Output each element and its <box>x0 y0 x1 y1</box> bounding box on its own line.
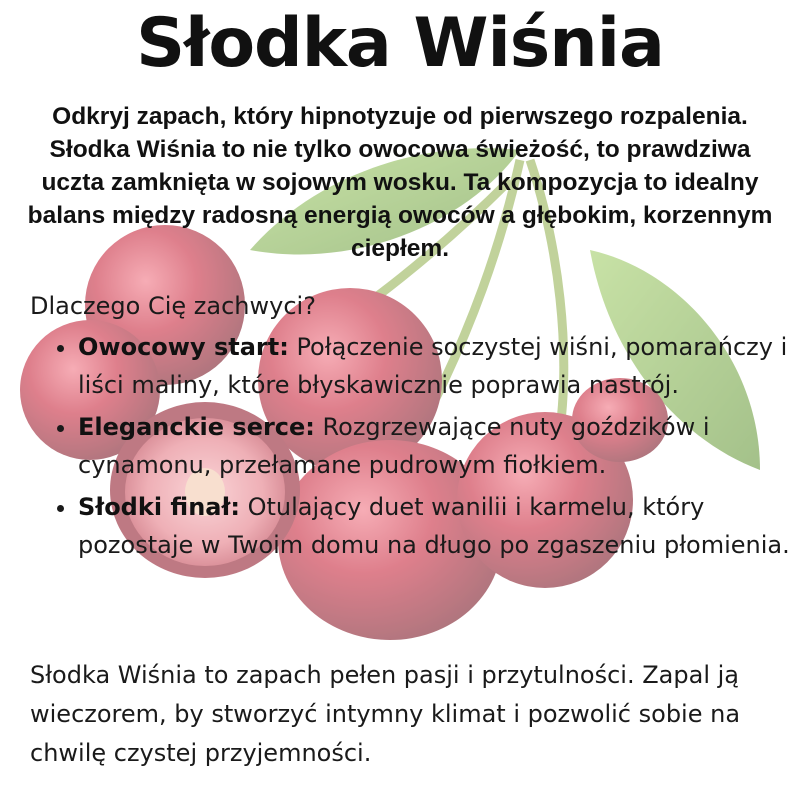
list-item-text: Otulający duet wanilii i karmelu, który pozostaje w Twoim domu na długo po zgaszeniu płomienia. <box>78 493 790 559</box>
list-item <box>78 408 798 484</box>
list-item-label: Słodki finał: <box>78 493 240 521</box>
page-title: Słodka Wiśnia <box>136 4 664 83</box>
list-item-text: Rozgrzewające nuty goździków i cynamonu, przełamane pudrowym fiołkiem. <box>78 413 710 479</box>
closing-paragraph: Słodka Wiśnia to zapach pełen pasji i przytulności. Zapal ją wieczorem, by stworzyć intymny klimat i pozwolić sobie na chwilę czystej przyjemności. <box>30 661 741 767</box>
section-heading: Dlaczego Cię zachwyci? <box>30 292 316 320</box>
intro-paragraph: Odkryj zapach, który hipnotyzuje od pierwszego rozpalenia. Słodka Wiśnia to nie tylko owocowa świeżość, to prawdziwa uczta zamknięta w sojowym wosku. Ta kompozycja to idealny balans między radosną energią owoców a głębokim, korzennym ciepłem. <box>27 103 773 262</box>
features-list <box>54 328 798 568</box>
list-item-text: Połączenie soczystej wiśni, pomarańczy i liści maliny, które błyskawicznie poprawia nastrój. <box>78 333 788 399</box>
list-item <box>78 328 798 404</box>
list-item-label: Owocowy start: <box>78 333 289 361</box>
list-item-label: Eleganckie serce: <box>78 413 315 441</box>
list-item <box>78 488 798 564</box>
